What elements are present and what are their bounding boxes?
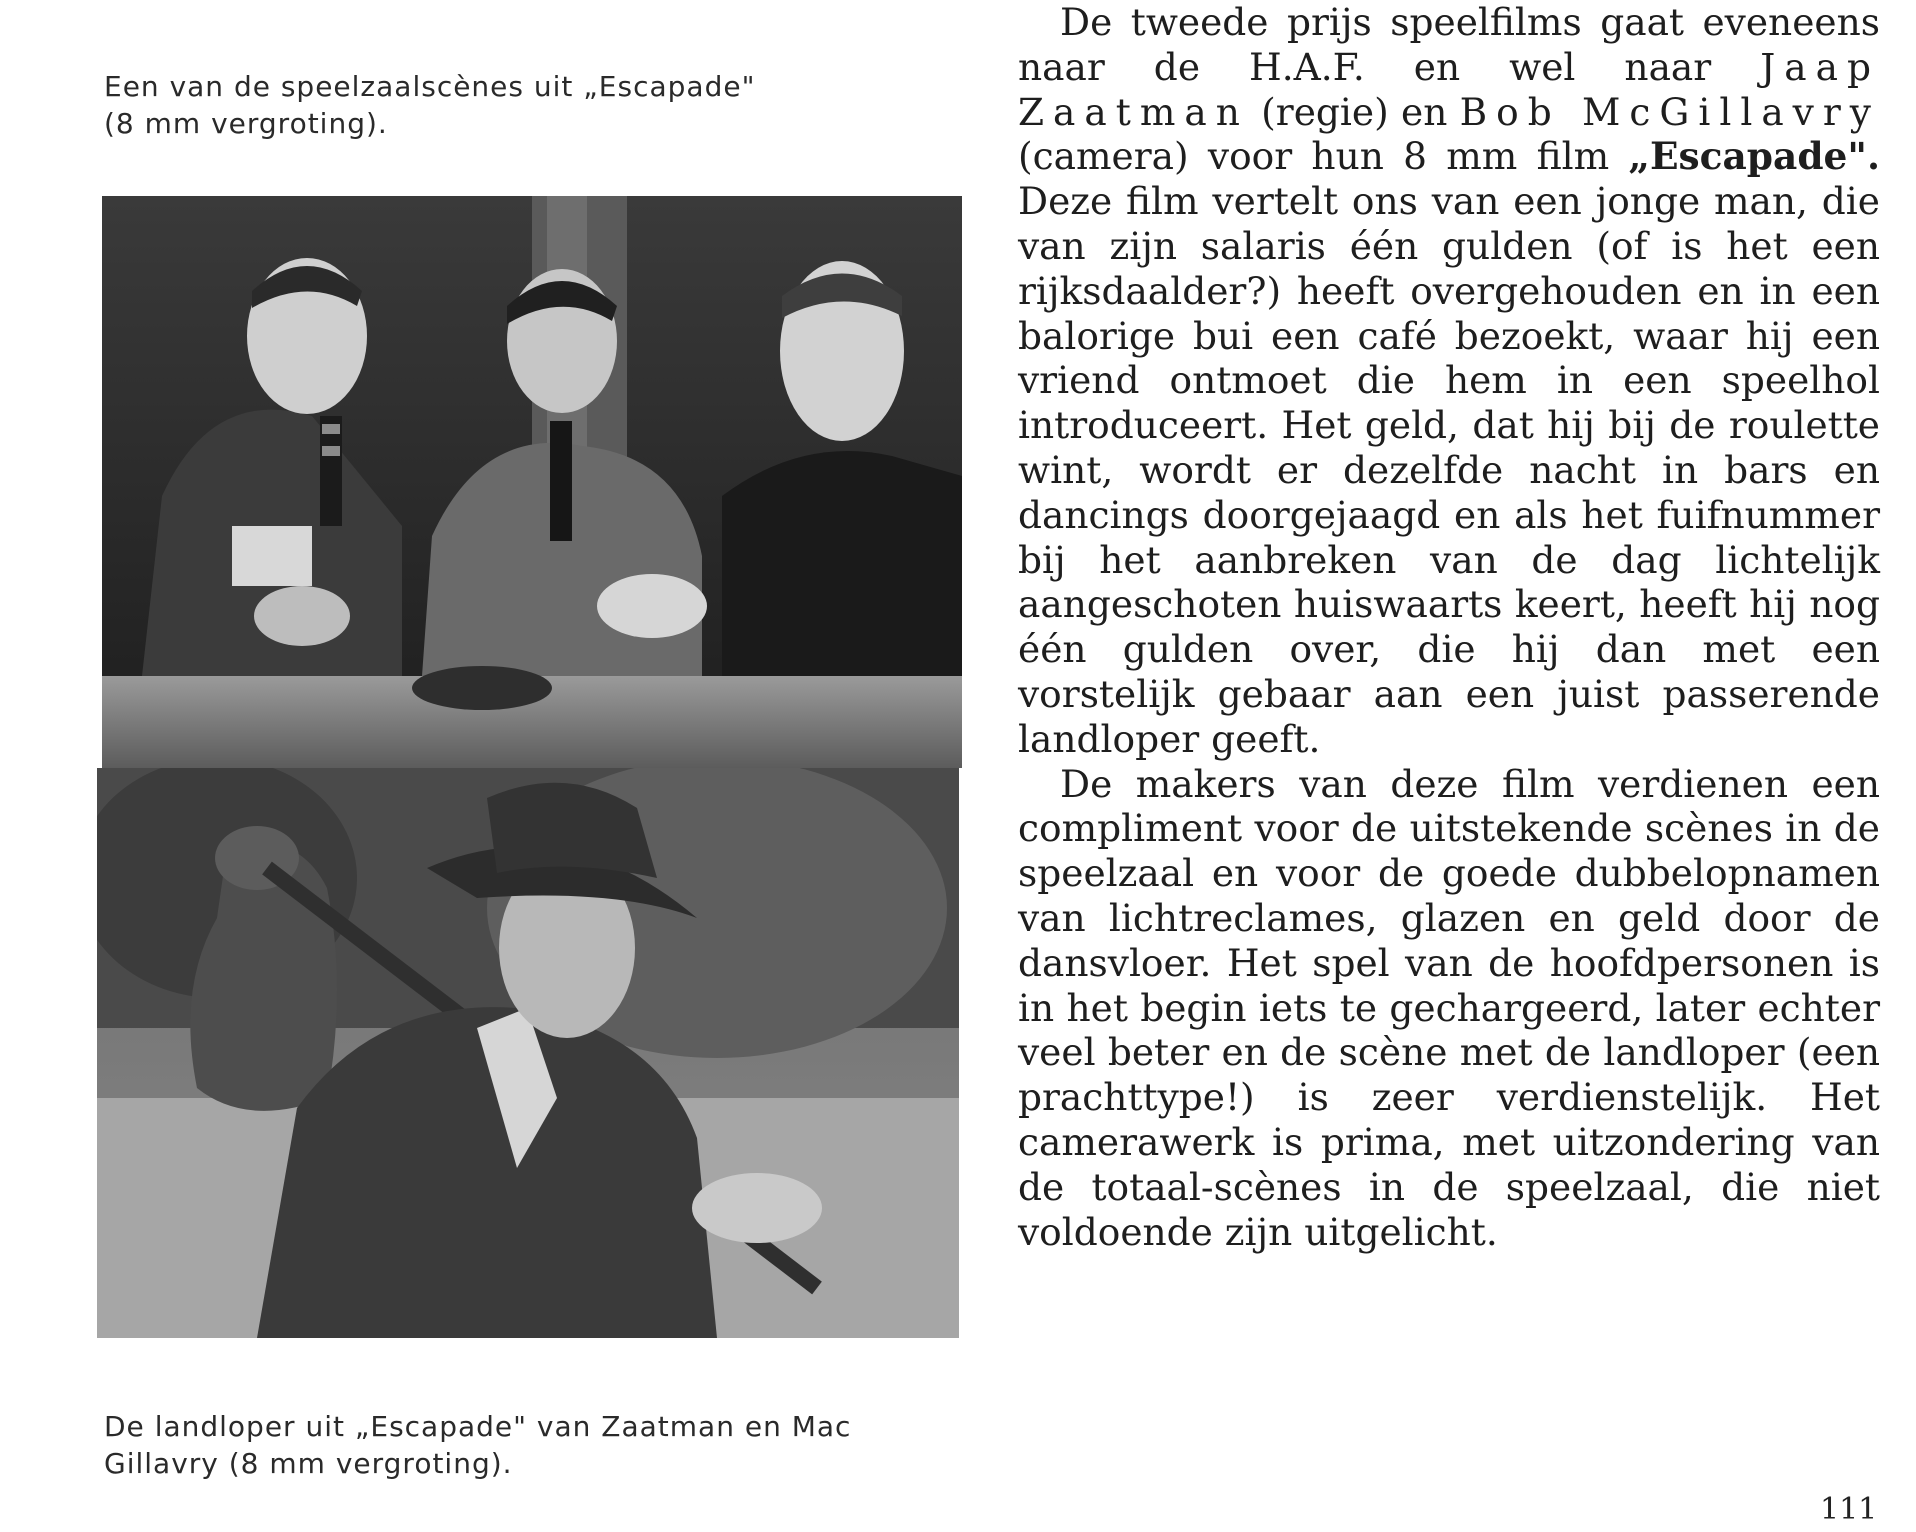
caption-top-line-2: (8 mm vergroting). [104,107,388,140]
camera-name: Bob McGillavry [1459,89,1880,134]
article-p1-text-a: De tweede prijs speelfilms gaat eveneens naar de H.A.F. en wel naar [1018,0,1880,89]
article-p1-text-d: Deze film vertelt ons van een jonge man, die van zijn salaris één gulden (of is het een rijksdaalder?) heeft overgehouden en in een balorige bui een café bezoekt, waar hij een vriend ontmoet die hem in een speelhol introduceert. Het geld, dat hij bij de roulette wint, wordt er dezelfde nacht in bars en dancings doorgejaagd en als het fuifnummer bij het aanbreken van de dag lichtelijk aangeschoten huiswaarts keert, heeft hij nog één gulden over, die hij dan met een vorstelijk gebaar aan een juist passerende landloper geeft. [1018,179,1880,761]
article-column [1018,0,1880,1254]
article-p1-text-c: (camera) voor hun 8 mm film [1018,134,1629,179]
page-number: 111 [1820,1492,1878,1527]
caption-top [104,68,884,142]
photo-tramp-scene [97,768,959,1338]
caption-bottom [104,1408,964,1482]
caption-bottom-line-2: Gillavry (8 mm vergroting). [104,1447,513,1480]
tramp-with-bundle-icon [97,768,959,1338]
caption-bottom-line-1: De landloper uit „Escapade" van Zaatman en Mac [104,1410,852,1443]
photo-card-table-scene [102,196,962,768]
article-paragraph-1 [1018,0,1880,762]
caption-top-line-1: Een van de speelzaalscènes uit „Escapade" [104,70,756,103]
director-name: Jaap Zaatman [1018,44,1880,134]
article-p1-text-b: (regie) en [1248,89,1460,134]
film-title: „Escapade". [1628,134,1880,179]
three-men-card-table-icon [102,196,962,768]
article-paragraph-2: De makers van deze film verdienen een compliment voor de uitstekende scènes in de speelzaal en voor de goede dubbelopnamen van lichtreclames, glazen en geld door de dansvloer. Het spel van de hoofdpersonen is in het begin iets te gechargeerd, later echter veel beter en de scène met de landloper (een prachttype!) is zeer verdienstelijk. Het camerawerk is prima, met uitzondering van de totaal-scènes in de speelzaal, die niet voldoende zijn uitgelicht. [1018,761,1880,1254]
